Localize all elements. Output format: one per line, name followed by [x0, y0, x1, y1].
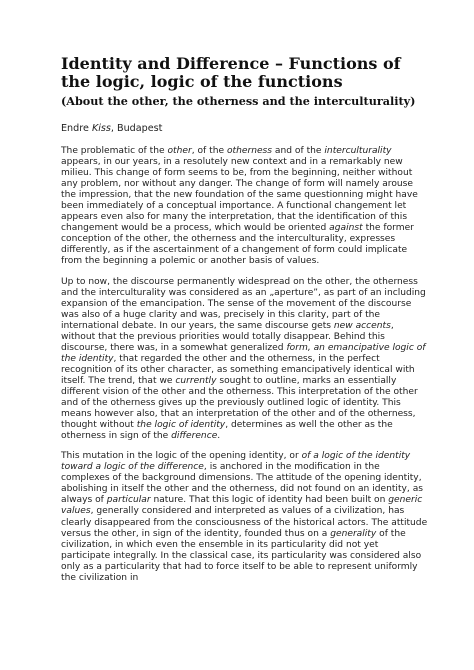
emphasized-text: currently: [175, 375, 217, 386]
author-first-name: Endre: [61, 123, 89, 134]
text-run: , of the: [191, 146, 227, 156]
text-run: The problematic of the: [61, 146, 168, 156]
text-run: appears, in our years, in a resolutely new context and in a remarkably new milieu. This change of form seems to be, from the beginning, neither without any problem, nor without any danger. The change of form will namely arouse the impression, that the new foundation of the same questionning might have been immediately of a conceptual importance. A functional changement let appears even also for many the interpretation, that the identification of this changement would be a process, which would be oriented: [61, 157, 418, 234]
text-run: , determines as well the other as the otherness in sign of the: [61, 420, 393, 442]
emphasized-text: particular: [106, 495, 151, 506]
emphasized-text: interculturality: [324, 146, 392, 156]
document-subtitle: (About the other, the otherness and the interculturality): [61, 94, 416, 108]
text-run: nature. That this logic of identity had been built on: [150, 495, 389, 506]
emphasized-text: other: [167, 146, 192, 156]
body-paragraph: [61, 277, 429, 443]
text-run: .: [217, 431, 221, 442]
text-run: the former conception of the other, the otherness and the interculturality, expresses differently, as if the ascertainment of a changement of form could implicate from the beginning a polemic or another basis of values.: [61, 223, 414, 267]
emphasized-text: form, an emancipative logic of the identity: [61, 342, 426, 364]
text-run: of the civilization, in which even the ensemble in its particularity did not yet participate integrally. In the classical case, its particularity was considered also only as a particularity that had to force itself to be able to represent uniformly the civilization in: [61, 528, 422, 583]
emphasized-text: the logic of identity: [136, 420, 226, 431]
emphasized-text: against: [329, 223, 363, 234]
text-run: sought to outline, marks an essentially different vision of the other and the otherness. This interpretation of the other and of the otherness gives up the previously outlined logic of identity. This means however also, that an interpretation of the other and of the otherness, thought without: [61, 375, 418, 431]
emphasized-text: otherness: [226, 146, 273, 156]
author-line: [61, 123, 429, 134]
document-body: [61, 55, 429, 584]
emphasized-text: generic values: [61, 495, 423, 517]
emphasized-text: difference: [171, 431, 218, 442]
document-title: Identity and Difference – Functions of the logic, logic of the functions: [61, 54, 401, 91]
emphasized-text: of a logic of the identity toward a logic of the difference: [61, 451, 411, 473]
author-location: , Budapest: [110, 123, 163, 134]
author-last-name: Kiss: [91, 123, 111, 134]
text-run: , without that the previous priorities would totally disappear. Behind this discourse, there was, in a somewhat generalized: [61, 320, 394, 353]
emphasized-text: new accents: [333, 320, 391, 331]
text-run: , that regarded the other and the otherness, in the perfect recognition of its other character, as something emancipatively identical with itself. The trend, that we: [61, 353, 415, 386]
body-paragraph: [61, 451, 429, 584]
emphasized-text: generality: [330, 528, 377, 539]
text-run: and of the: [272, 146, 325, 156]
text-run: This mutation in the logic of the opening identity, or: [61, 451, 302, 462]
text-run: Up to now, the discourse permanently widespread on the other, the otherness and the interculturality was considered as an „aperture”, as part of an including expansion of the emancipation. The sense of the movement of the discourse was also of a huge clarity and was, precisely in this clarity, part of the international debate. In our years, the same discourse gets: [61, 276, 426, 331]
text-run: , generally considered and interpreted as values of a civilization, has clearly disappeared from the consciousness of the historical actors. The attitude versus the other, in sign of the identity, founded thus on a: [61, 506, 428, 539]
text-run: , is anchored in the modification in the complexes of the background dimensions. The attitude of the opening identity, abolishing in itself the other and the otherness, did not found on an identity, as always of: [61, 462, 424, 506]
body-paragraph: [61, 146, 429, 268]
